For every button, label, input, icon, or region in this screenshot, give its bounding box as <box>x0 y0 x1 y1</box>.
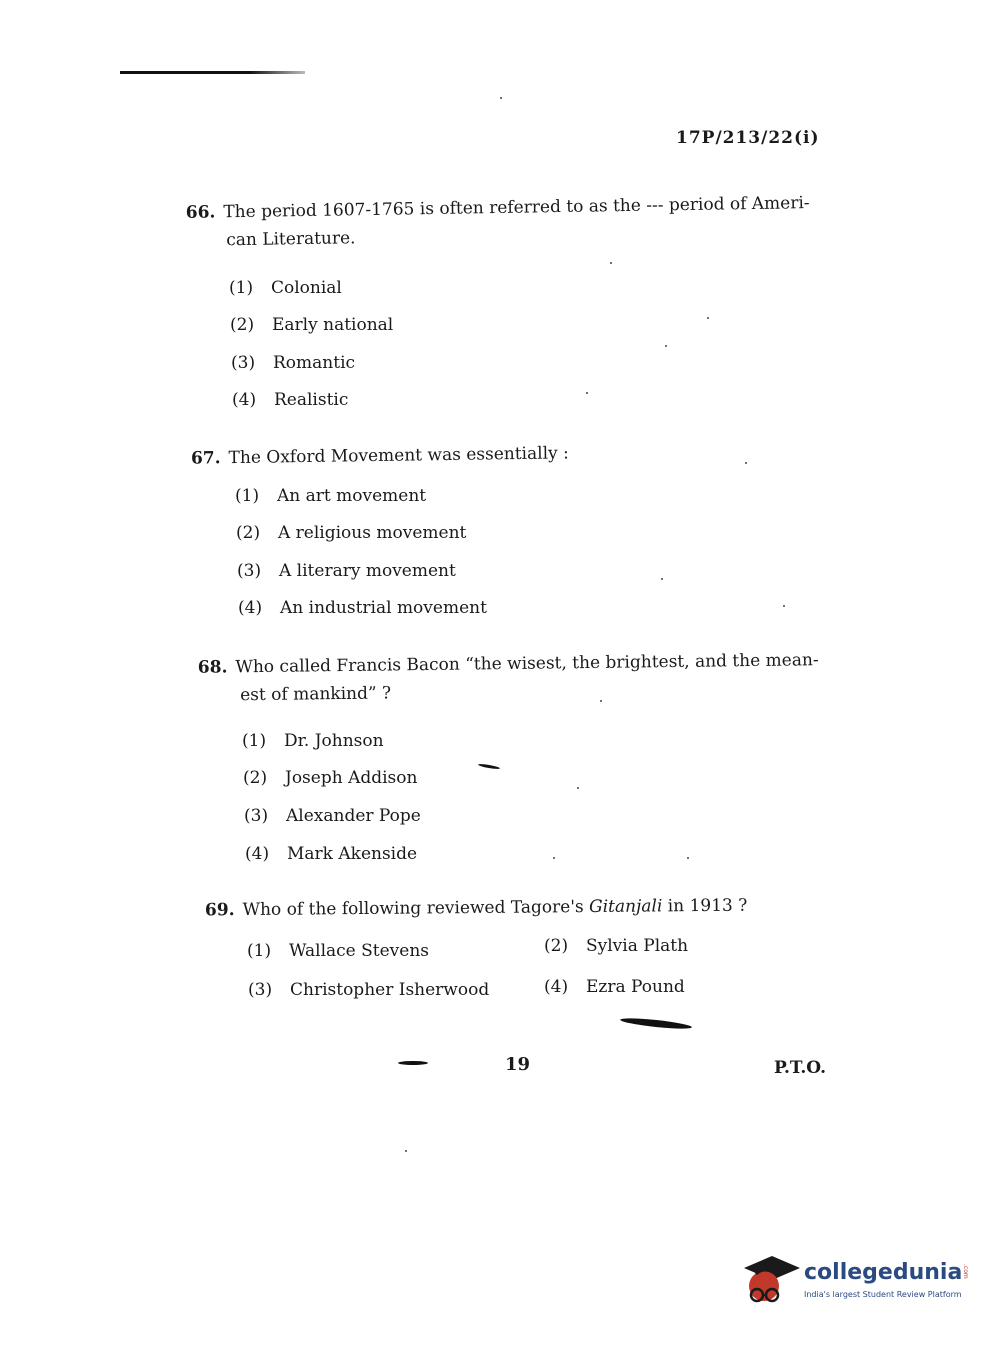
question-text: The Oxford Movement was essentially : <box>228 443 569 469</box>
option-69-1 <box>247 941 429 961</box>
option-number: (1) <box>242 731 267 751</box>
pto-label: P.T.O. <box>774 1058 826 1078</box>
option-66-2 <box>230 315 393 335</box>
option-69-4 <box>544 977 685 997</box>
option-number: (4) <box>232 390 257 410</box>
option-number: (2) <box>243 768 268 788</box>
question-text: Who of the following reviewed Tagore's <box>242 897 590 921</box>
scan-dot <box>661 578 663 580</box>
scan-dot <box>500 97 502 99</box>
scan-dot <box>665 345 667 347</box>
ink-smudge <box>398 1061 428 1065</box>
ink-smudge <box>620 1016 692 1030</box>
option-label: Sylvia Plath <box>586 936 689 956</box>
scan-dot <box>745 462 747 464</box>
option-number: (3) <box>237 561 262 581</box>
option-label: An industrial movement <box>280 598 487 618</box>
option-number: (1) <box>229 278 254 298</box>
question-text-continued: est of mankind” ? <box>240 683 392 706</box>
question-number: 67. <box>190 448 221 469</box>
option-label: Dr. Johnson <box>284 731 384 751</box>
option-number: (3) <box>231 353 256 373</box>
option-number: (3) <box>248 980 273 1000</box>
ink-smudge <box>478 763 500 770</box>
option-69-2 <box>544 936 688 956</box>
option-number: (2) <box>230 315 255 335</box>
option-66-1 <box>229 278 342 298</box>
book-title: Gitanjali <box>589 896 663 918</box>
scan-dot <box>405 1150 407 1152</box>
scan-dot <box>687 857 689 859</box>
option-69-3 <box>248 980 489 1000</box>
paper-code: 17P/213/22(i) <box>676 128 820 148</box>
option-label: An art movement <box>277 486 427 506</box>
question-text: The period 1607-1765 is often referred to as the --- period of Ameri- <box>223 193 810 223</box>
question-67 <box>191 443 569 468</box>
brand-name: collegedunia <box>804 1260 963 1285</box>
option-number: (4) <box>245 844 270 864</box>
page-number: 19 <box>505 1054 531 1075</box>
option-label: Joseph Addison <box>285 768 418 788</box>
option-label: Colonial <box>271 278 342 298</box>
option-66-4 <box>232 390 348 410</box>
option-label: A religious movement <box>278 523 467 543</box>
option-label: Mark Akenside <box>287 844 418 864</box>
scan-dot <box>600 700 602 702</box>
option-67-4 <box>238 598 487 618</box>
brand-suffix: .com <box>962 1264 969 1279</box>
option-number: (2) <box>544 936 569 956</box>
question-text-end: in 1913 ? <box>662 895 748 917</box>
option-label: Christopher Isherwood <box>290 980 490 1000</box>
option-68-1 <box>242 731 384 751</box>
option-number: (1) <box>235 486 260 506</box>
top-rule <box>120 71 305 74</box>
question-68 <box>198 650 819 706</box>
scan-dot <box>783 605 785 607</box>
option-68-2 <box>243 768 417 788</box>
option-label: A literary movement <box>279 561 456 581</box>
option-67-1 <box>235 486 426 506</box>
question-text-continued: can Literature. <box>226 228 356 251</box>
option-label: Realistic <box>274 390 349 410</box>
question-69 <box>205 896 747 921</box>
option-number: (1) <box>247 941 272 961</box>
option-label: Alexander Pope <box>286 806 421 826</box>
question-66 <box>186 193 811 251</box>
question-number: 69. <box>204 900 235 921</box>
option-67-3 <box>237 561 456 581</box>
scan-dot <box>610 262 612 264</box>
option-number: (2) <box>236 523 261 543</box>
option-label: Wallace Stevens <box>289 941 430 961</box>
question-number: 66. <box>185 202 216 223</box>
scan-dot <box>707 317 709 319</box>
option-67-2 <box>236 523 466 543</box>
scan-dot <box>577 787 579 789</box>
option-label: Ezra Pound <box>586 977 685 997</box>
option-66-3 <box>231 353 355 373</box>
option-number: (4) <box>238 598 263 618</box>
option-label: Early national <box>272 315 394 335</box>
graduate-mascot-icon <box>742 1252 800 1310</box>
question-text: Who called Francis Bacon “the wisest, the brightest, and the mean- <box>235 650 819 678</box>
option-68-4 <box>245 844 417 864</box>
option-68-3 <box>244 806 421 826</box>
brand-tagline: India's largest Student Review Platform <box>804 1290 962 1299</box>
question-number: 68. <box>197 657 228 678</box>
option-label: Romantic <box>273 353 356 373</box>
option-number: (4) <box>544 977 569 997</box>
collegedunia-watermark <box>742 1252 972 1312</box>
scan-dot <box>586 392 588 394</box>
option-number: (3) <box>244 806 269 826</box>
scan-dot <box>553 857 555 859</box>
